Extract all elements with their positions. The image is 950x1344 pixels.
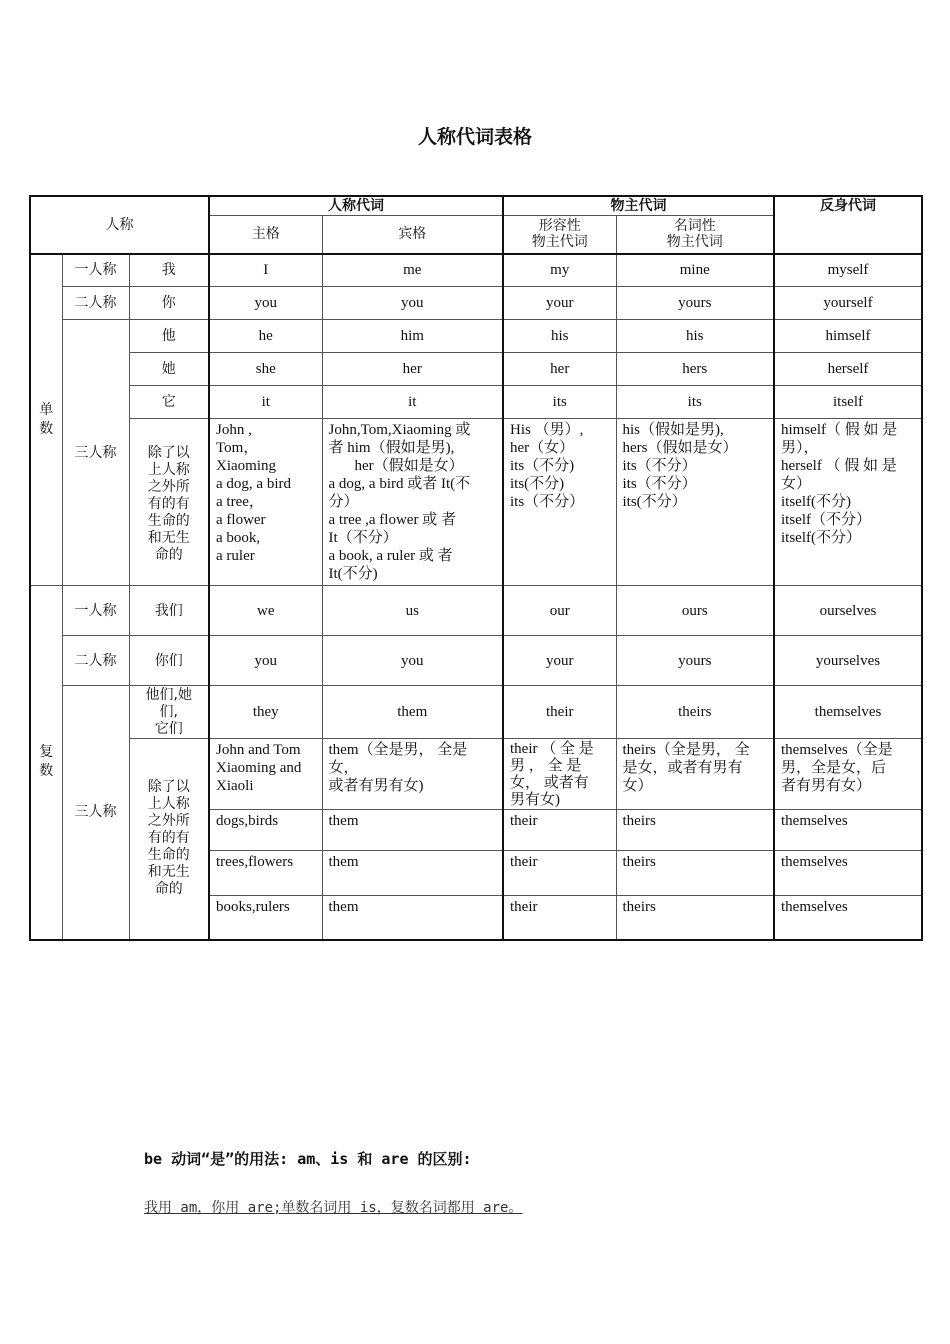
sg-others-obj-line: a dog, a bird 或者 It(不	[328, 476, 471, 492]
pl-people-nom	[616, 739, 774, 810]
sg-others-obj-line: a tree ,a flower 或 者	[328, 512, 456, 528]
pl-things-obj: them	[322, 896, 503, 940]
pl-people-nom-line: theirs（全是男， 全	[622, 742, 750, 758]
pl-people-subj-line: John and Tom	[216, 742, 301, 758]
pl-they-subj: they	[209, 686, 322, 739]
sg-she-pron: 她	[129, 353, 209, 386]
sg-it-refl: itself	[774, 386, 922, 419]
sg-others-refl	[774, 419, 922, 586]
sg-others-pron-line: 除了以	[147, 445, 190, 461]
sg-others-obj-line: 者 him（假如是男),	[328, 440, 455, 456]
pl-animals-subj: dogs,birds	[209, 810, 322, 851]
sg-he-pron: 他	[129, 320, 209, 353]
pl-people-obj-line: 女，	[328, 760, 359, 776]
sg-others-refl-line: itself（不分）	[781, 512, 871, 528]
sg-he-adj: his	[503, 320, 616, 353]
pl-people-refl-line: 者有男有女）	[781, 778, 872, 794]
pl-things-subj: books,rulers	[209, 896, 322, 940]
pl-people-adj-line: their （ 全 是	[510, 741, 594, 757]
sg-others-nom-line: its(不分）	[622, 494, 687, 510]
be-verb-rule: 我用 am，你用 are;单数名词用 is，复数名词都用 are。	[144, 1200, 523, 1216]
header-reflexive: 反身代词	[774, 196, 922, 254]
sg-she-nom: hers	[616, 353, 774, 386]
sg-she-adj: her	[503, 353, 616, 386]
pl-plants-refl: themselves	[774, 851, 922, 896]
sg-he-obj: him	[322, 320, 503, 353]
sg-it-pron: 它	[129, 386, 209, 419]
header-adjectival-2: 物主代词	[531, 234, 588, 251]
sg-others-subj-line: a ruler	[216, 548, 255, 564]
sg-others-obj-line: a book, a ruler 或 者	[328, 548, 453, 564]
pl-second-nom: yours	[616, 636, 774, 686]
sg-others-obj	[322, 419, 503, 586]
sg-others-nom-line: its（不分）	[622, 476, 697, 492]
pl-they-refl: themselves	[774, 686, 922, 739]
sg-others-nom-line: hers（假如是女）	[622, 440, 738, 456]
singular-label-text: 单数	[39, 401, 54, 437]
pl-people-refl-line: themselves（全是	[781, 742, 893, 758]
pl-third-person: 三人称	[62, 686, 129, 940]
sg-others-refl-line: 男），	[781, 440, 819, 456]
sg-others-adj	[503, 419, 616, 586]
pl-others-pron-line: 有的有	[147, 830, 190, 847]
be-verb-heading: be 动词“是”的用法: am、is 和 are 的区别:	[144, 1150, 472, 1168]
pl-others-pron	[129, 739, 209, 940]
pl-others-pron-line: 上人称	[147, 796, 190, 813]
header-personal-pronouns: 人称代词	[209, 196, 503, 216]
sg-she-refl: herself	[774, 353, 922, 386]
pl-things-adj: their	[503, 896, 616, 940]
pl-things-nom: theirs	[616, 896, 774, 940]
pl-second-person: 二人称	[62, 636, 129, 686]
header-adjectival	[503, 216, 616, 254]
pl-first-subj: we	[209, 586, 322, 636]
pl-they-pron-line: 它们	[154, 720, 183, 737]
pl-animals-nom: theirs	[616, 810, 774, 851]
pl-second-pron: 你们	[129, 636, 209, 686]
sg-others-subj-line: Tom，	[216, 440, 259, 456]
sg-she-subj: she	[209, 353, 322, 386]
sg-others-pron	[129, 419, 209, 586]
pronoun-table	[29, 195, 923, 941]
sg-others-subj-line: a dog, a bird	[216, 476, 291, 492]
sg-others-pron-line: 上人称	[147, 462, 190, 478]
header-person: 人称	[30, 196, 209, 254]
pl-things-refl: themselves	[774, 896, 922, 940]
sg-others-pron-line: 命的	[154, 547, 183, 563]
header-possessive: 物主代词	[503, 196, 774, 216]
pl-people-subj	[209, 739, 322, 810]
sg-it-subj: it	[209, 386, 322, 419]
sg-others-obj-line: It（不分）	[328, 530, 398, 546]
page-title: 人称代词表格	[417, 126, 532, 148]
pl-plants-subj: trees,flowers	[209, 851, 322, 896]
sg-second-obj: you	[322, 287, 503, 320]
pl-they-pron-line: 们,	[159, 703, 178, 720]
sg-others-pron-line: 生命的	[147, 513, 190, 529]
pl-people-adj-line: 男有女)	[510, 792, 560, 808]
pl-they-adj: their	[503, 686, 616, 739]
pl-first-pron: 我们	[129, 586, 209, 636]
sg-others-subj-line: a book,	[216, 530, 261, 546]
pl-they-nom: theirs	[616, 686, 774, 739]
header-nominal-2: 物主代词	[666, 234, 723, 251]
pl-animals-obj: them	[322, 810, 503, 851]
pl-people-adj-line: 男 ， 全 是	[510, 758, 582, 774]
sg-third-person: 三人称	[62, 320, 129, 586]
sg-others-subj-line: a flower	[216, 512, 266, 528]
sg-others-adj-line: its（不分）	[510, 494, 585, 510]
pl-others-pron-line: 生命的	[147, 847, 190, 864]
pl-people-obj-line: 或者有男有女)	[328, 778, 424, 794]
pl-second-adj: your	[503, 636, 616, 686]
plural-label-text: 复数	[39, 744, 54, 780]
pl-first-refl: ourselves	[774, 586, 922, 636]
pl-plants-obj: them	[322, 851, 503, 896]
sg-first-obj: me	[322, 254, 503, 287]
sg-first-subj: I	[209, 254, 322, 287]
sg-he-nom: his	[616, 320, 774, 353]
pl-people-refl-line: 男，全是女，后	[781, 760, 887, 776]
sg-others-adj-line: His （男）,	[510, 422, 584, 438]
sg-others-obj-line: It(不分)	[328, 566, 378, 582]
pl-people-obj	[322, 739, 503, 810]
pl-animals-refl: themselves	[774, 810, 922, 851]
plural-label	[30, 586, 62, 940]
pl-animals-adj: their	[503, 810, 616, 851]
pl-people-subj-line: Xiaoli	[216, 778, 254, 794]
sg-others-refl-line: itself(不分）	[781, 530, 861, 546]
sg-he-subj: he	[209, 320, 322, 353]
header-object: 宾格	[322, 216, 503, 254]
sg-others-subj	[209, 419, 322, 586]
sg-second-adj: your	[503, 287, 616, 320]
sg-others-pron-line: 之外所	[147, 479, 190, 495]
pl-plants-nom: theirs	[616, 851, 774, 896]
pl-first-person: 一人称	[62, 586, 129, 636]
sg-she-obj: her	[322, 353, 503, 386]
sg-others-nom-line: its（不分）	[622, 458, 697, 474]
pl-people-adj	[503, 739, 616, 810]
sg-others-pron-line: 和无生	[147, 530, 190, 546]
sg-others-obj-line: 分）	[328, 494, 359, 510]
pl-second-subj: you	[209, 636, 322, 686]
sg-others-adj-line: her（女）	[510, 440, 575, 456]
sg-second-person: 二人称	[62, 287, 129, 320]
header-nominal	[616, 216, 774, 254]
sg-others-refl-line: itself(不分)	[781, 494, 851, 510]
header-nominal-1: 名词性	[673, 218, 716, 235]
pl-second-refl: yourselves	[774, 636, 922, 686]
sg-first-pron: 我	[129, 254, 209, 287]
sg-others-adj-line: its(不分)	[510, 476, 565, 492]
pl-others-pron-line: 之外所	[147, 813, 190, 830]
sg-others-subj-line: a tree，	[216, 494, 264, 510]
pl-others-pron-line: 除了以	[147, 779, 190, 796]
pl-others-pron-line: 命的	[154, 881, 183, 898]
pl-first-obj: us	[322, 586, 503, 636]
pl-they-pron	[129, 686, 209, 739]
sg-others-nom	[616, 419, 774, 586]
pl-first-adj: our	[503, 586, 616, 636]
sg-first-adj: my	[503, 254, 616, 287]
pl-people-nom-line: 是女，或者有男有	[622, 760, 743, 776]
pl-people-subj-line: Xiaoming and	[216, 760, 302, 776]
sg-second-nom: yours	[616, 287, 774, 320]
sg-it-adj: its	[503, 386, 616, 419]
sg-others-obj-line: her（假如是女）	[354, 458, 464, 474]
sg-others-subj-line: John ,	[216, 422, 252, 438]
singular-label	[30, 254, 62, 586]
sg-it-nom: its	[616, 386, 774, 419]
sg-first-person: 一人称	[62, 254, 129, 287]
sg-others-refl-line: 女）	[781, 476, 812, 492]
pl-others-pron-line: 和无生	[147, 864, 190, 881]
sg-others-nom-line: his（假如是男),	[622, 422, 724, 438]
sg-second-pron: 你	[129, 287, 209, 320]
sg-others-refl-line: herself （ 假 如 是	[781, 458, 897, 474]
sg-others-subj-line: Xiaoming	[216, 458, 276, 474]
pl-people-refl	[774, 739, 922, 810]
pl-they-obj: them	[322, 686, 503, 739]
pl-plants-adj: their	[503, 851, 616, 896]
pl-second-obj: you	[322, 636, 503, 686]
pl-people-obj-line: them（全是男， 全是	[328, 742, 468, 758]
pl-they-pron-line: 他们,她	[145, 686, 192, 703]
sg-others-refl-line: himself（ 假 如 是	[781, 422, 898, 438]
pl-people-adj-line: 女， 或者有	[510, 775, 589, 791]
header-subject: 主格	[209, 216, 322, 254]
sg-first-refl: myself	[774, 254, 922, 287]
pl-people-nom-line: 女）	[622, 778, 653, 794]
sg-others-adj-line: its（不分)	[510, 458, 575, 474]
sg-it-obj: it	[322, 386, 503, 419]
sg-he-refl: himself	[774, 320, 922, 353]
sg-others-obj-line: John,Tom,Xiaoming 或	[328, 422, 471, 438]
sg-others-pron-line: 有的有	[147, 496, 190, 512]
sg-second-refl: yourself	[774, 287, 922, 320]
header-adjectival-1: 形容性	[538, 218, 581, 235]
pl-first-nom: ours	[616, 586, 774, 636]
sg-second-subj: you	[209, 287, 322, 320]
sg-first-nom: mine	[616, 254, 774, 287]
